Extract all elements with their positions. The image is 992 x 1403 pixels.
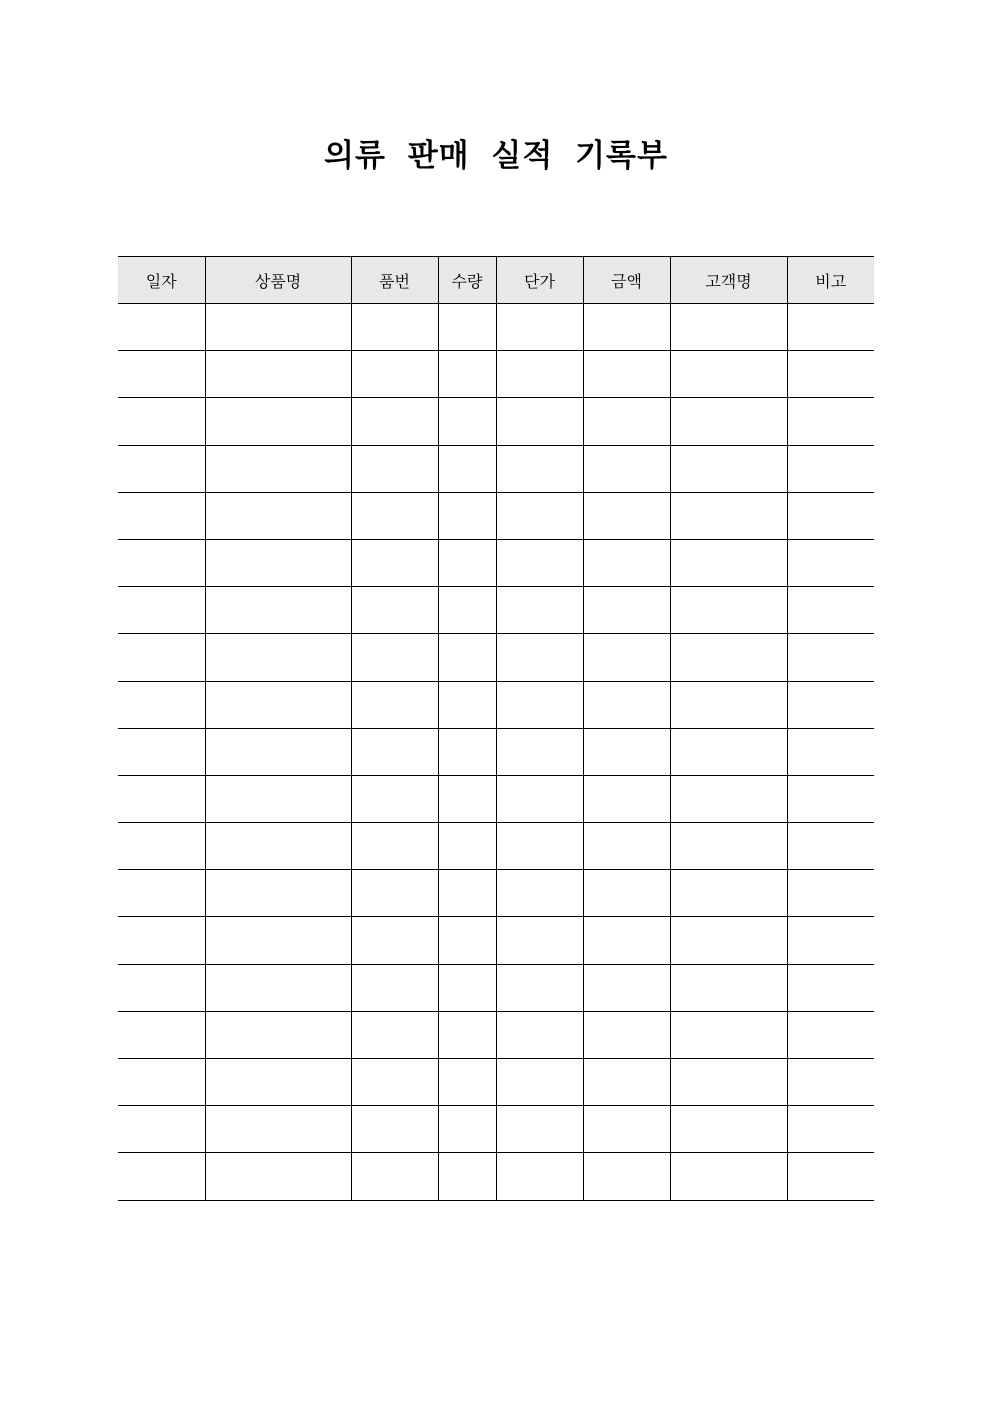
cell-quantity[interactable] bbox=[438, 681, 496, 728]
cell-item-number[interactable] bbox=[351, 964, 438, 1011]
cell-amount[interactable] bbox=[583, 539, 670, 586]
cell-product-name[interactable] bbox=[205, 775, 351, 822]
cell-product-name[interactable] bbox=[205, 917, 351, 964]
cell-customer-name[interactable] bbox=[670, 398, 787, 445]
sales-record-table bbox=[118, 256, 874, 1201]
cell-date[interactable] bbox=[118, 823, 205, 870]
cell-quantity[interactable] bbox=[438, 398, 496, 445]
cell-customer-name[interactable] bbox=[670, 823, 787, 870]
cell-item-number[interactable] bbox=[351, 775, 438, 822]
cell-unit-price[interactable] bbox=[496, 964, 583, 1011]
cell-customer-name[interactable] bbox=[670, 539, 787, 586]
cell-remarks[interactable] bbox=[787, 728, 874, 775]
cell-customer-name[interactable] bbox=[670, 870, 787, 917]
table-row bbox=[118, 398, 874, 445]
cell-date[interactable] bbox=[118, 728, 205, 775]
cell-customer-name[interactable] bbox=[670, 634, 787, 681]
cell-product-name[interactable] bbox=[205, 1153, 351, 1200]
cell-quantity[interactable] bbox=[438, 1011, 496, 1058]
cell-customer-name[interactable] bbox=[670, 728, 787, 775]
cell-item-number[interactable] bbox=[351, 823, 438, 870]
cell-quantity[interactable] bbox=[438, 539, 496, 586]
cell-amount[interactable] bbox=[583, 492, 670, 539]
cell-unit-price[interactable] bbox=[496, 351, 583, 398]
table-row bbox=[118, 1011, 874, 1058]
table-row bbox=[118, 917, 874, 964]
cell-date[interactable] bbox=[118, 587, 205, 634]
cell-customer-name[interactable] bbox=[670, 917, 787, 964]
cell-remarks[interactable] bbox=[787, 775, 874, 822]
table-body bbox=[118, 304, 874, 1201]
cell-date[interactable] bbox=[118, 539, 205, 586]
cell-date[interactable] bbox=[118, 775, 205, 822]
cell-date[interactable] bbox=[118, 964, 205, 1011]
cell-item-number[interactable] bbox=[351, 587, 438, 634]
cell-product-name[interactable] bbox=[205, 587, 351, 634]
cell-unit-price[interactable] bbox=[496, 398, 583, 445]
cell-quantity[interactable] bbox=[438, 823, 496, 870]
table-row bbox=[118, 445, 874, 492]
table-row bbox=[118, 823, 874, 870]
cell-remarks[interactable] bbox=[787, 304, 874, 351]
cell-unit-price[interactable] bbox=[496, 728, 583, 775]
cell-amount[interactable] bbox=[583, 1059, 670, 1106]
cell-item-number[interactable] bbox=[351, 634, 438, 681]
table-row bbox=[118, 728, 874, 775]
cell-amount[interactable] bbox=[583, 398, 670, 445]
cell-unit-price[interactable] bbox=[496, 445, 583, 492]
cell-customer-name[interactable] bbox=[670, 1153, 787, 1200]
cell-product-name[interactable] bbox=[205, 964, 351, 1011]
cell-product-name[interactable] bbox=[205, 351, 351, 398]
cell-unit-price[interactable] bbox=[496, 681, 583, 728]
cell-remarks[interactable] bbox=[787, 870, 874, 917]
cell-amount[interactable] bbox=[583, 587, 670, 634]
cell-product-name[interactable] bbox=[205, 634, 351, 681]
cell-customer-name[interactable] bbox=[670, 1059, 787, 1106]
table-row bbox=[118, 304, 874, 351]
cell-item-number[interactable] bbox=[351, 492, 438, 539]
cell-item-number[interactable] bbox=[351, 728, 438, 775]
cell-product-name[interactable] bbox=[205, 728, 351, 775]
cell-quantity[interactable] bbox=[438, 304, 496, 351]
cell-customer-name[interactable] bbox=[670, 775, 787, 822]
cell-remarks[interactable] bbox=[787, 1153, 874, 1200]
cell-customer-name[interactable] bbox=[670, 587, 787, 634]
cell-item-number[interactable] bbox=[351, 681, 438, 728]
cell-date[interactable] bbox=[118, 1011, 205, 1058]
cell-customer-name[interactable] bbox=[670, 1106, 787, 1153]
cell-unit-price[interactable] bbox=[496, 823, 583, 870]
table-row bbox=[118, 587, 874, 634]
cell-product-name[interactable] bbox=[205, 823, 351, 870]
cell-unit-price[interactable] bbox=[496, 870, 583, 917]
table-row bbox=[118, 492, 874, 539]
cell-unit-price[interactable] bbox=[496, 1153, 583, 1200]
column-header-product-name: 상품명 bbox=[205, 257, 351, 304]
cell-unit-price[interactable] bbox=[496, 492, 583, 539]
cell-amount[interactable] bbox=[583, 870, 670, 917]
column-header-unit-price: 단가 bbox=[496, 257, 583, 304]
cell-quantity[interactable] bbox=[438, 775, 496, 822]
table-row bbox=[118, 964, 874, 1011]
cell-quantity[interactable] bbox=[438, 351, 496, 398]
cell-quantity[interactable] bbox=[438, 445, 496, 492]
cell-unit-price[interactable] bbox=[496, 304, 583, 351]
cell-remarks[interactable] bbox=[787, 1106, 874, 1153]
cell-amount[interactable] bbox=[583, 1153, 670, 1200]
cell-quantity[interactable] bbox=[438, 964, 496, 1011]
cell-quantity[interactable] bbox=[438, 1059, 496, 1106]
cell-remarks[interactable] bbox=[787, 681, 874, 728]
cell-item-number[interactable] bbox=[351, 917, 438, 964]
cell-amount[interactable] bbox=[583, 304, 670, 351]
table-row bbox=[118, 681, 874, 728]
cell-product-name[interactable] bbox=[205, 1106, 351, 1153]
cell-amount[interactable] bbox=[583, 1011, 670, 1058]
cell-remarks[interactable] bbox=[787, 492, 874, 539]
cell-quantity[interactable] bbox=[438, 1153, 496, 1200]
cell-customer-name[interactable] bbox=[670, 445, 787, 492]
cell-amount[interactable] bbox=[583, 964, 670, 1011]
column-header-customer-name: 고객명 bbox=[670, 257, 787, 304]
cell-item-number[interactable] bbox=[351, 398, 438, 445]
cell-customer-name[interactable] bbox=[670, 681, 787, 728]
cell-customer-name[interactable] bbox=[670, 492, 787, 539]
column-header-amount: 금액 bbox=[583, 257, 670, 304]
cell-item-number[interactable] bbox=[351, 1059, 438, 1106]
cell-remarks[interactable] bbox=[787, 445, 874, 492]
cell-date[interactable] bbox=[118, 870, 205, 917]
cell-date[interactable] bbox=[118, 1153, 205, 1200]
cell-remarks[interactable] bbox=[787, 634, 874, 681]
cell-unit-price[interactable] bbox=[496, 1106, 583, 1153]
cell-amount[interactable] bbox=[583, 445, 670, 492]
cell-quantity[interactable] bbox=[438, 1106, 496, 1153]
cell-product-name[interactable] bbox=[205, 445, 351, 492]
cell-quantity[interactable] bbox=[438, 587, 496, 634]
cell-date[interactable] bbox=[118, 681, 205, 728]
cell-remarks[interactable] bbox=[787, 398, 874, 445]
cell-date[interactable] bbox=[118, 634, 205, 681]
cell-unit-price[interactable] bbox=[496, 775, 583, 822]
table-row bbox=[118, 775, 874, 822]
cell-date[interactable] bbox=[118, 304, 205, 351]
cell-item-number[interactable] bbox=[351, 445, 438, 492]
cell-unit-price[interactable] bbox=[496, 1059, 583, 1106]
cell-product-name[interactable] bbox=[205, 398, 351, 445]
cell-unit-price[interactable] bbox=[496, 539, 583, 586]
cell-remarks[interactable] bbox=[787, 351, 874, 398]
page-title: 의류 판매 실적 기록부 bbox=[324, 138, 668, 174]
cell-date[interactable] bbox=[118, 917, 205, 964]
cell-date[interactable] bbox=[118, 1106, 205, 1153]
cell-amount[interactable] bbox=[583, 775, 670, 822]
cell-amount[interactable] bbox=[583, 1106, 670, 1153]
cell-remarks[interactable] bbox=[787, 917, 874, 964]
table-row bbox=[118, 870, 874, 917]
table-header-row bbox=[118, 257, 874, 304]
cell-unit-price[interactable] bbox=[496, 587, 583, 634]
cell-product-name[interactable] bbox=[205, 1011, 351, 1058]
cell-product-name[interactable] bbox=[205, 870, 351, 917]
table-row bbox=[118, 1059, 874, 1106]
cell-amount[interactable] bbox=[583, 634, 670, 681]
cell-product-name[interactable] bbox=[205, 681, 351, 728]
cell-amount[interactable] bbox=[583, 823, 670, 870]
cell-product-name[interactable] bbox=[205, 304, 351, 351]
cell-remarks[interactable] bbox=[787, 539, 874, 586]
cell-item-number[interactable] bbox=[351, 870, 438, 917]
table-row bbox=[118, 634, 874, 681]
cell-quantity[interactable] bbox=[438, 634, 496, 681]
cell-quantity[interactable] bbox=[438, 728, 496, 775]
cell-amount[interactable] bbox=[583, 728, 670, 775]
cell-unit-price[interactable] bbox=[496, 917, 583, 964]
cell-amount[interactable] bbox=[583, 681, 670, 728]
column-header-quantity: 수량 bbox=[438, 257, 496, 304]
table-row bbox=[118, 1153, 874, 1200]
cell-remarks[interactable] bbox=[787, 823, 874, 870]
cell-quantity[interactable] bbox=[438, 917, 496, 964]
cell-date[interactable] bbox=[118, 398, 205, 445]
cell-item-number[interactable] bbox=[351, 539, 438, 586]
cell-remarks[interactable] bbox=[787, 1059, 874, 1106]
cell-customer-name[interactable] bbox=[670, 304, 787, 351]
cell-amount[interactable] bbox=[583, 917, 670, 964]
cell-date[interactable] bbox=[118, 1059, 205, 1106]
cell-product-name[interactable] bbox=[205, 539, 351, 586]
cell-date[interactable] bbox=[118, 445, 205, 492]
column-header-item-number: 품번 bbox=[351, 257, 438, 304]
cell-quantity[interactable] bbox=[438, 870, 496, 917]
column-header-date: 일자 bbox=[118, 257, 205, 304]
table-row bbox=[118, 351, 874, 398]
cell-item-number[interactable] bbox=[351, 1011, 438, 1058]
cell-item-number[interactable] bbox=[351, 1106, 438, 1153]
cell-unit-price[interactable] bbox=[496, 634, 583, 681]
cell-date[interactable] bbox=[118, 492, 205, 539]
cell-date[interactable] bbox=[118, 351, 205, 398]
cell-product-name[interactable] bbox=[205, 1059, 351, 1106]
cell-amount[interactable] bbox=[583, 351, 670, 398]
cell-item-number[interactable] bbox=[351, 351, 438, 398]
cell-remarks[interactable] bbox=[787, 1011, 874, 1058]
table-row bbox=[118, 1106, 874, 1153]
cell-customer-name[interactable] bbox=[670, 1011, 787, 1058]
cell-customer-name[interactable] bbox=[670, 351, 787, 398]
cell-item-number[interactable] bbox=[351, 304, 438, 351]
cell-item-number[interactable] bbox=[351, 1153, 438, 1200]
cell-remarks[interactable] bbox=[787, 587, 874, 634]
cell-unit-price[interactable] bbox=[496, 1011, 583, 1058]
cell-quantity[interactable] bbox=[438, 492, 496, 539]
cell-remarks[interactable] bbox=[787, 964, 874, 1011]
cell-product-name[interactable] bbox=[205, 492, 351, 539]
column-header-remarks: 비고 bbox=[787, 257, 874, 304]
table-row bbox=[118, 539, 874, 586]
cell-customer-name[interactable] bbox=[670, 964, 787, 1011]
